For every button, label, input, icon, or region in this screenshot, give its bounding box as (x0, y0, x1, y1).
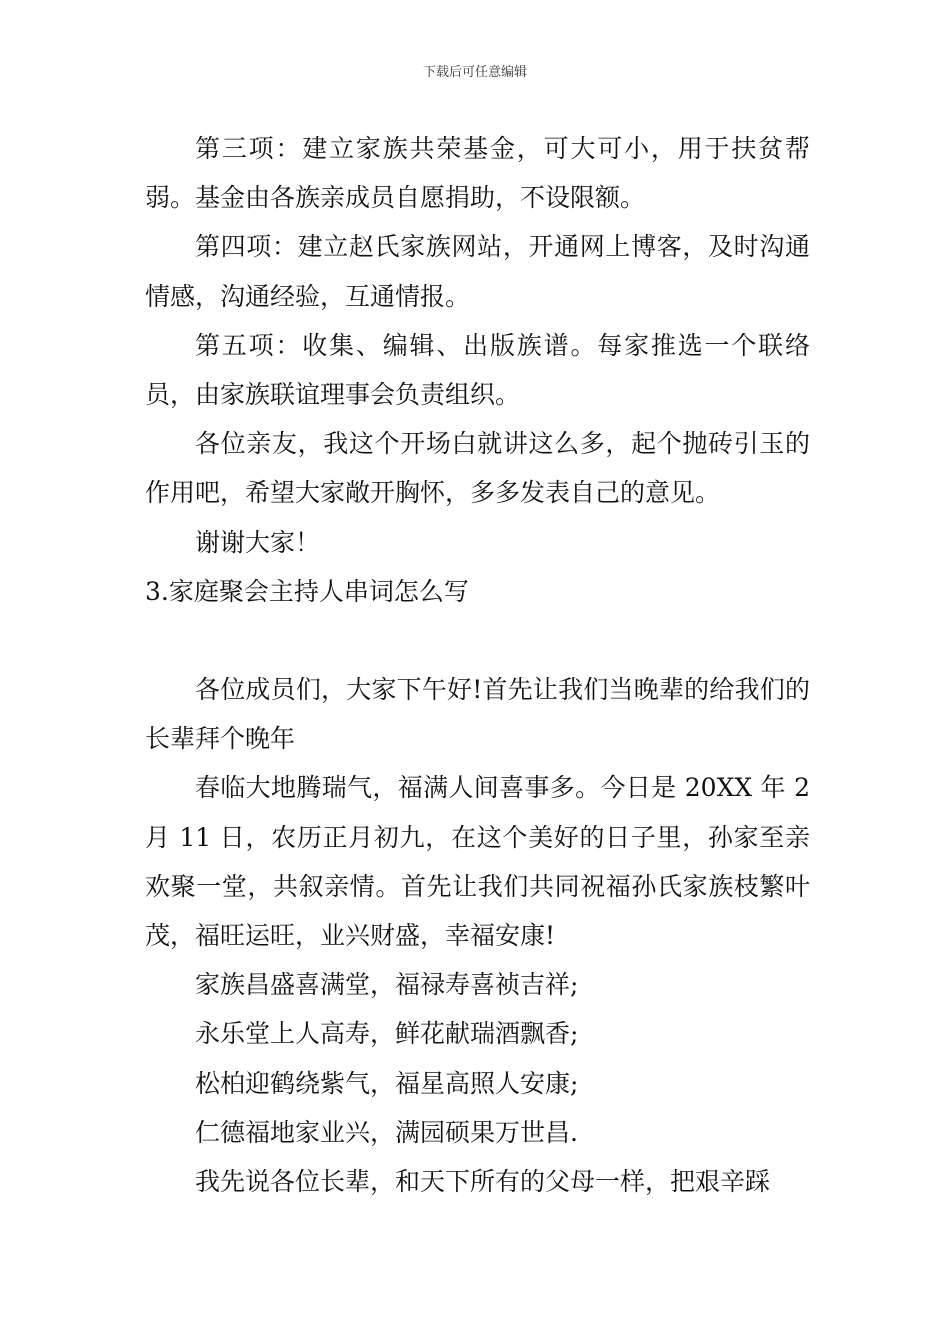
download-note: 下载后可任意编辑 (422, 65, 527, 80)
paragraph-elders: 我先说各位长辈，和天下所有的父母一样，把艰辛踩 (195, 1167, 771, 1197)
paragraph-thanks: 谢谢大家！ (195, 527, 321, 557)
paragraph-opening: 春临大地腾瑞气，福满人间喜事多。今日是 20XX 年 2 月 11 日，农历正月初九，在这个美好的日子里，孙家至亲欢聚一堂，共叙亲情。首先让我们共同祝福孙氏家族枝繁叶茂，福旺运旺，业兴财盛，幸福安康! (145, 773, 810, 951)
paragraph-item-three: 第三项：建立家族共荣基金，可大可小，用于扶贫帮弱。基金由各族亲成员自愿捐助，不设限额。 (145, 134, 810, 213)
document-body (145, 124, 810, 1206)
verse-line-2: 永乐堂上人高寿，鲜花献瑞酒飘香; (195, 1019, 579, 1049)
paragraph-item-five: 第五项：收集、编辑、出版族谱。每家推选一个联络员，由家族联谊理事会负责组织。 (145, 330, 810, 410)
verse-line-1: 家族昌盛喜满堂，福禄寿喜祯吉祥; (195, 970, 579, 1000)
paragraph-item-four: 第四项：建立赵氏家族网站，开通网上博客，及时沟通情感，沟通经验，互通情报。 (145, 232, 810, 311)
blank-line (145, 616, 810, 665)
section-heading: 3.家庭聚会主持人串词怎么写 (145, 576, 469, 606)
verse-line-3: 松柏迎鹤绕紫气，福星高照人安康; (195, 1068, 579, 1098)
verse-line-4: 仁德福地家业兴，满园硕果万世昌. (195, 1117, 578, 1147)
paragraph-greeting: 各位成员们，大家下午好!首先让我们当晚辈的给我们的长辈拜个晚年 (145, 675, 810, 754)
paragraph-closing-remarks: 各位亲友，我这个开场白就讲这么多，起个抛砖引玉的作用吧，希望大家敞开胸怀，多多发表自己的意见。 (145, 429, 810, 508)
